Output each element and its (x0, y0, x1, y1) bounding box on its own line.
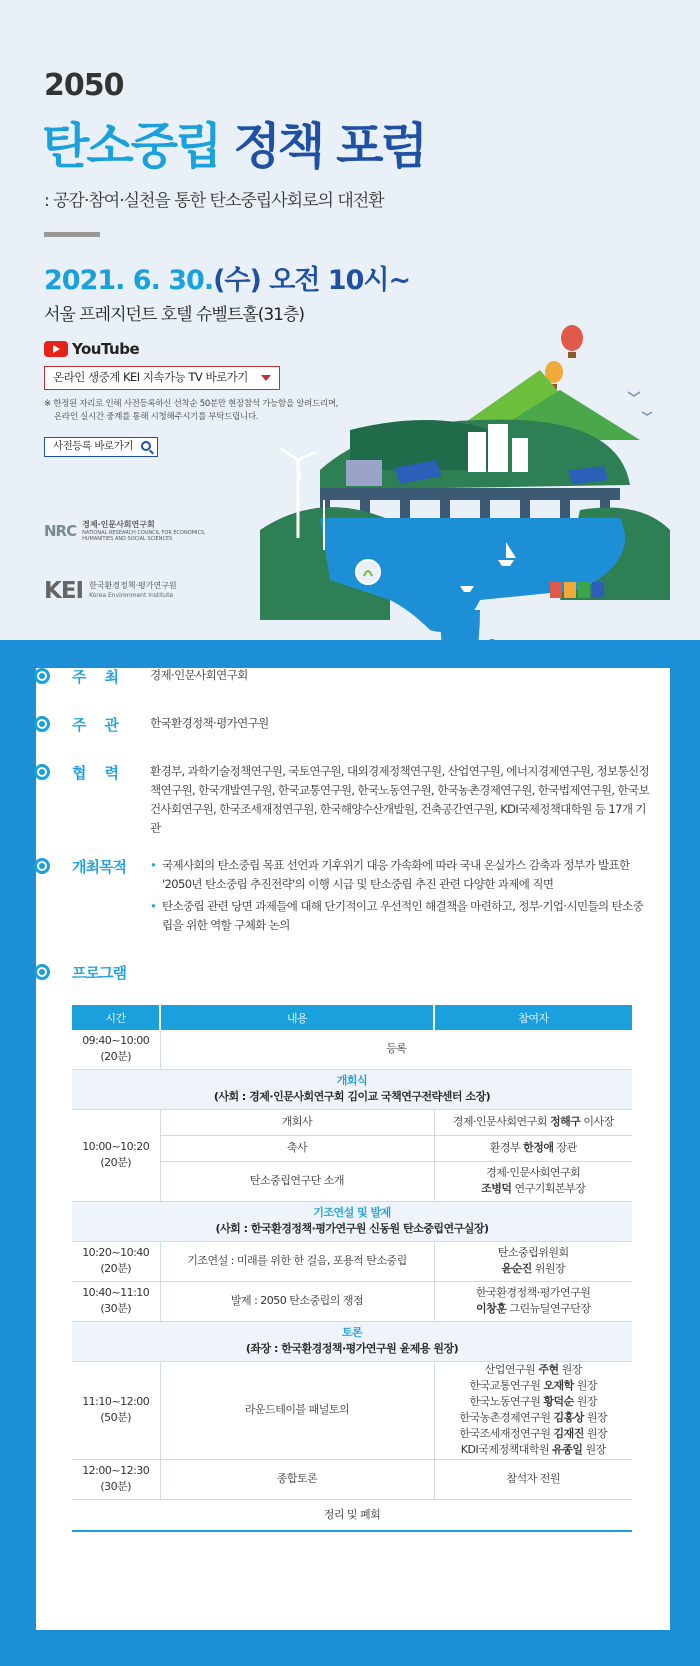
col-participants: 참여자 (434, 1005, 632, 1030)
participant-cell: 탄소중립위원회 윤순진 위원장 (434, 1241, 632, 1281)
content-cell: 축사 (160, 1135, 434, 1161)
preregister-label: 사전등록 바로가기 (53, 440, 133, 452)
live-stream-button[interactable] (44, 366, 280, 390)
date-number: 2021. 6. 30. (44, 265, 214, 296)
hero-section (0, 0, 700, 640)
content-cell: 탄소중립연구단 소개 (160, 1161, 434, 1201)
section-row (72, 1069, 632, 1109)
content-cell: 라운드테이블 패널토의 (160, 1361, 434, 1459)
notice-line: 온라인 실시간 중계를 통해 시청해주시기를 부탁드립니다. (54, 412, 259, 422)
program-table (72, 1005, 632, 1532)
divider (44, 232, 100, 237)
content-cell: 종합토론 (160, 1459, 434, 1499)
balloon-icon (561, 325, 583, 351)
participant-cell: 참석자 전원 (434, 1459, 632, 1499)
purpose-item: • 탄소중립 관련 당면 과제들에 대해 단기적이고 우선적인 해결책을 마련하고, 정부·기업·시민들의 탄소중립을 위한 역할 구체화 논의 (150, 897, 650, 935)
content-cell: 등록 (160, 1030, 632, 1069)
youtube-brand (44, 340, 139, 358)
time-cell: 09:40~10:00 (20분) (72, 1030, 160, 1069)
kei-name: 한국환경정책·평가연구원 (89, 581, 177, 590)
participant-cell: 환경부 한정애 장관 (434, 1135, 632, 1161)
time-cell: 11:10~12:00 (50분) (72, 1361, 160, 1459)
info-label: 주관 (72, 716, 137, 734)
kei-mark: KEI (44, 578, 84, 604)
info-label: 주최 (72, 668, 137, 686)
info-value: 환경부, 과학기술정책연구원, 국토연구원, 대외경제정책연구원, 산업연구원, 에너지경제연구원, 정보통신정책연구원, 한국개발연구원, 한국교통연구원, 한국노동연구원, 한국농촌경제연구원, 한국법제연구원, 한국보건사회연구원, 한국조세재정연구원, 한국해양수산개발원, 건축공간연구원, KDI국제정책대학원 등 17개 기관 (150, 764, 650, 835)
content-cell: 발제 : 2050 탄소중립의 쟁점 (160, 1281, 434, 1321)
participant-cell: 경제·인문사회연구회 정해구 이사장 (434, 1109, 632, 1135)
participant-cell: 한국환경정책·평가연구원 이창훈 그린뉴딜연구단장 (434, 1281, 632, 1321)
section-cell: 개회식 (사회 : 경제·인문사회연구회 김이교 국책연구전략센터 소장) (72, 1069, 632, 1109)
forum-year: 2050 (44, 68, 124, 103)
live-stream-label: 온라인 생중계 KEI 지속가능 TV 바로가기 (53, 370, 248, 384)
youtube-label: YouTube (72, 340, 140, 358)
table-row (72, 1030, 632, 1069)
bullet-icon (34, 858, 50, 874)
section-cell: 토론 (좌장 : 한국환경정책·평가연구원 윤제용 원장) (72, 1321, 632, 1361)
bullet-icon (34, 716, 50, 732)
info-value: 경제·인문사회연구회 (150, 668, 248, 682)
nrc-logo (44, 520, 212, 542)
forum-title (42, 108, 425, 178)
kei-en: Korea Environment Institute (89, 592, 174, 599)
bullet-icon (34, 964, 50, 980)
notice-line: ※ 한정된 자리로 인해 사전등록하신 선착순 50분만 현장참석 가능함을 알려드리며, (44, 399, 339, 409)
section-cell: 기조연설 및 발제 (사회 : 한국환경정책·평가연구원 신동원 탄소중립연구실장) (72, 1201, 632, 1241)
table-row (72, 1361, 632, 1459)
table-row (72, 1241, 632, 1281)
section-row (72, 1321, 632, 1361)
event-info-panel (36, 668, 670, 1630)
info-label: 협력 (72, 764, 137, 782)
date-day: (수) 오전 10시~ (213, 265, 411, 296)
col-time: 시간 (72, 1005, 160, 1030)
table-row (72, 1459, 632, 1499)
purpose-list (150, 856, 650, 938)
title-part2: 정책 포럼 (233, 118, 425, 175)
event-date (44, 258, 410, 297)
forum-subtitle: : 공감·참여·실천을 통한 탄소중립사회로의 대전환 (44, 191, 384, 211)
event-venue: 서울 프레지던트 호텔 슈벨트홀(31층) (44, 305, 305, 325)
bullet-icon (34, 764, 50, 780)
purpose-item: • 국제사회의 탄소중립 목표 선언과 기후위기 대응 가속화에 따라 국내 온실가스 감축과 정부가 발표한 '2050년 탄소중립 추진전략'의 이행 시급 및 탄소중립 추진 관련 다양한 과제에 직면 (150, 856, 650, 894)
preregister-button[interactable] (44, 437, 158, 457)
time-cell: 10:20~10:40 (20분) (72, 1241, 160, 1281)
bullet-icon (34, 668, 50, 684)
section-row (72, 1201, 632, 1241)
youtube-icon (44, 341, 68, 357)
search-icon (141, 441, 151, 451)
kei-logo (44, 578, 177, 604)
content-cell: 기조연설 : 미래를 위한 한 걸음, 포용적 탄소중립 (160, 1241, 434, 1281)
col-content: 내용 (160, 1005, 434, 1030)
participant-cell: 산업연구원 주현 원장 한국교통연구원 오재학 원장 한국노동연구원 황덕순 원장 한국농촌경제연구원 김홍상 원장 한국조세재정연구원 김재진 원장 KDI국제정책대학원 유종일 원장 (434, 1361, 632, 1459)
table-header (72, 1005, 632, 1030)
time-cell: 12:00~12:30 (30분) (72, 1459, 160, 1499)
nrc-en: NATIONAL RESEARCH COUNCIL FOR ECONOMICS, HUMANITIES AND SOCIAL SCIENCES (82, 530, 206, 542)
info-label: 프로그램 (72, 964, 126, 982)
time-cell: 10:00~10:20 (20분) (72, 1109, 160, 1201)
content-cell: 정리 및 폐회 (72, 1499, 632, 1531)
table-row (72, 1109, 632, 1135)
info-label: 개최목적 (72, 858, 126, 876)
content-cell: 개회사 (160, 1109, 434, 1135)
nrc-name: 경제·인문사회연구회 (82, 520, 155, 529)
time-cell: 10:40~11:10 (30분) (72, 1281, 160, 1321)
table-row (72, 1499, 632, 1531)
info-value: 한국환경정책·평가연구원 (150, 716, 269, 730)
carbon-neutral-city-illustration (260, 320, 680, 640)
participant-cell: 경제·인문사회연구회 조병덕 연구기획본부장 (434, 1161, 632, 1201)
title-part1: 탄소중립 (42, 118, 220, 175)
nrc-mark: NRC (44, 522, 77, 540)
table-row (72, 1281, 632, 1321)
